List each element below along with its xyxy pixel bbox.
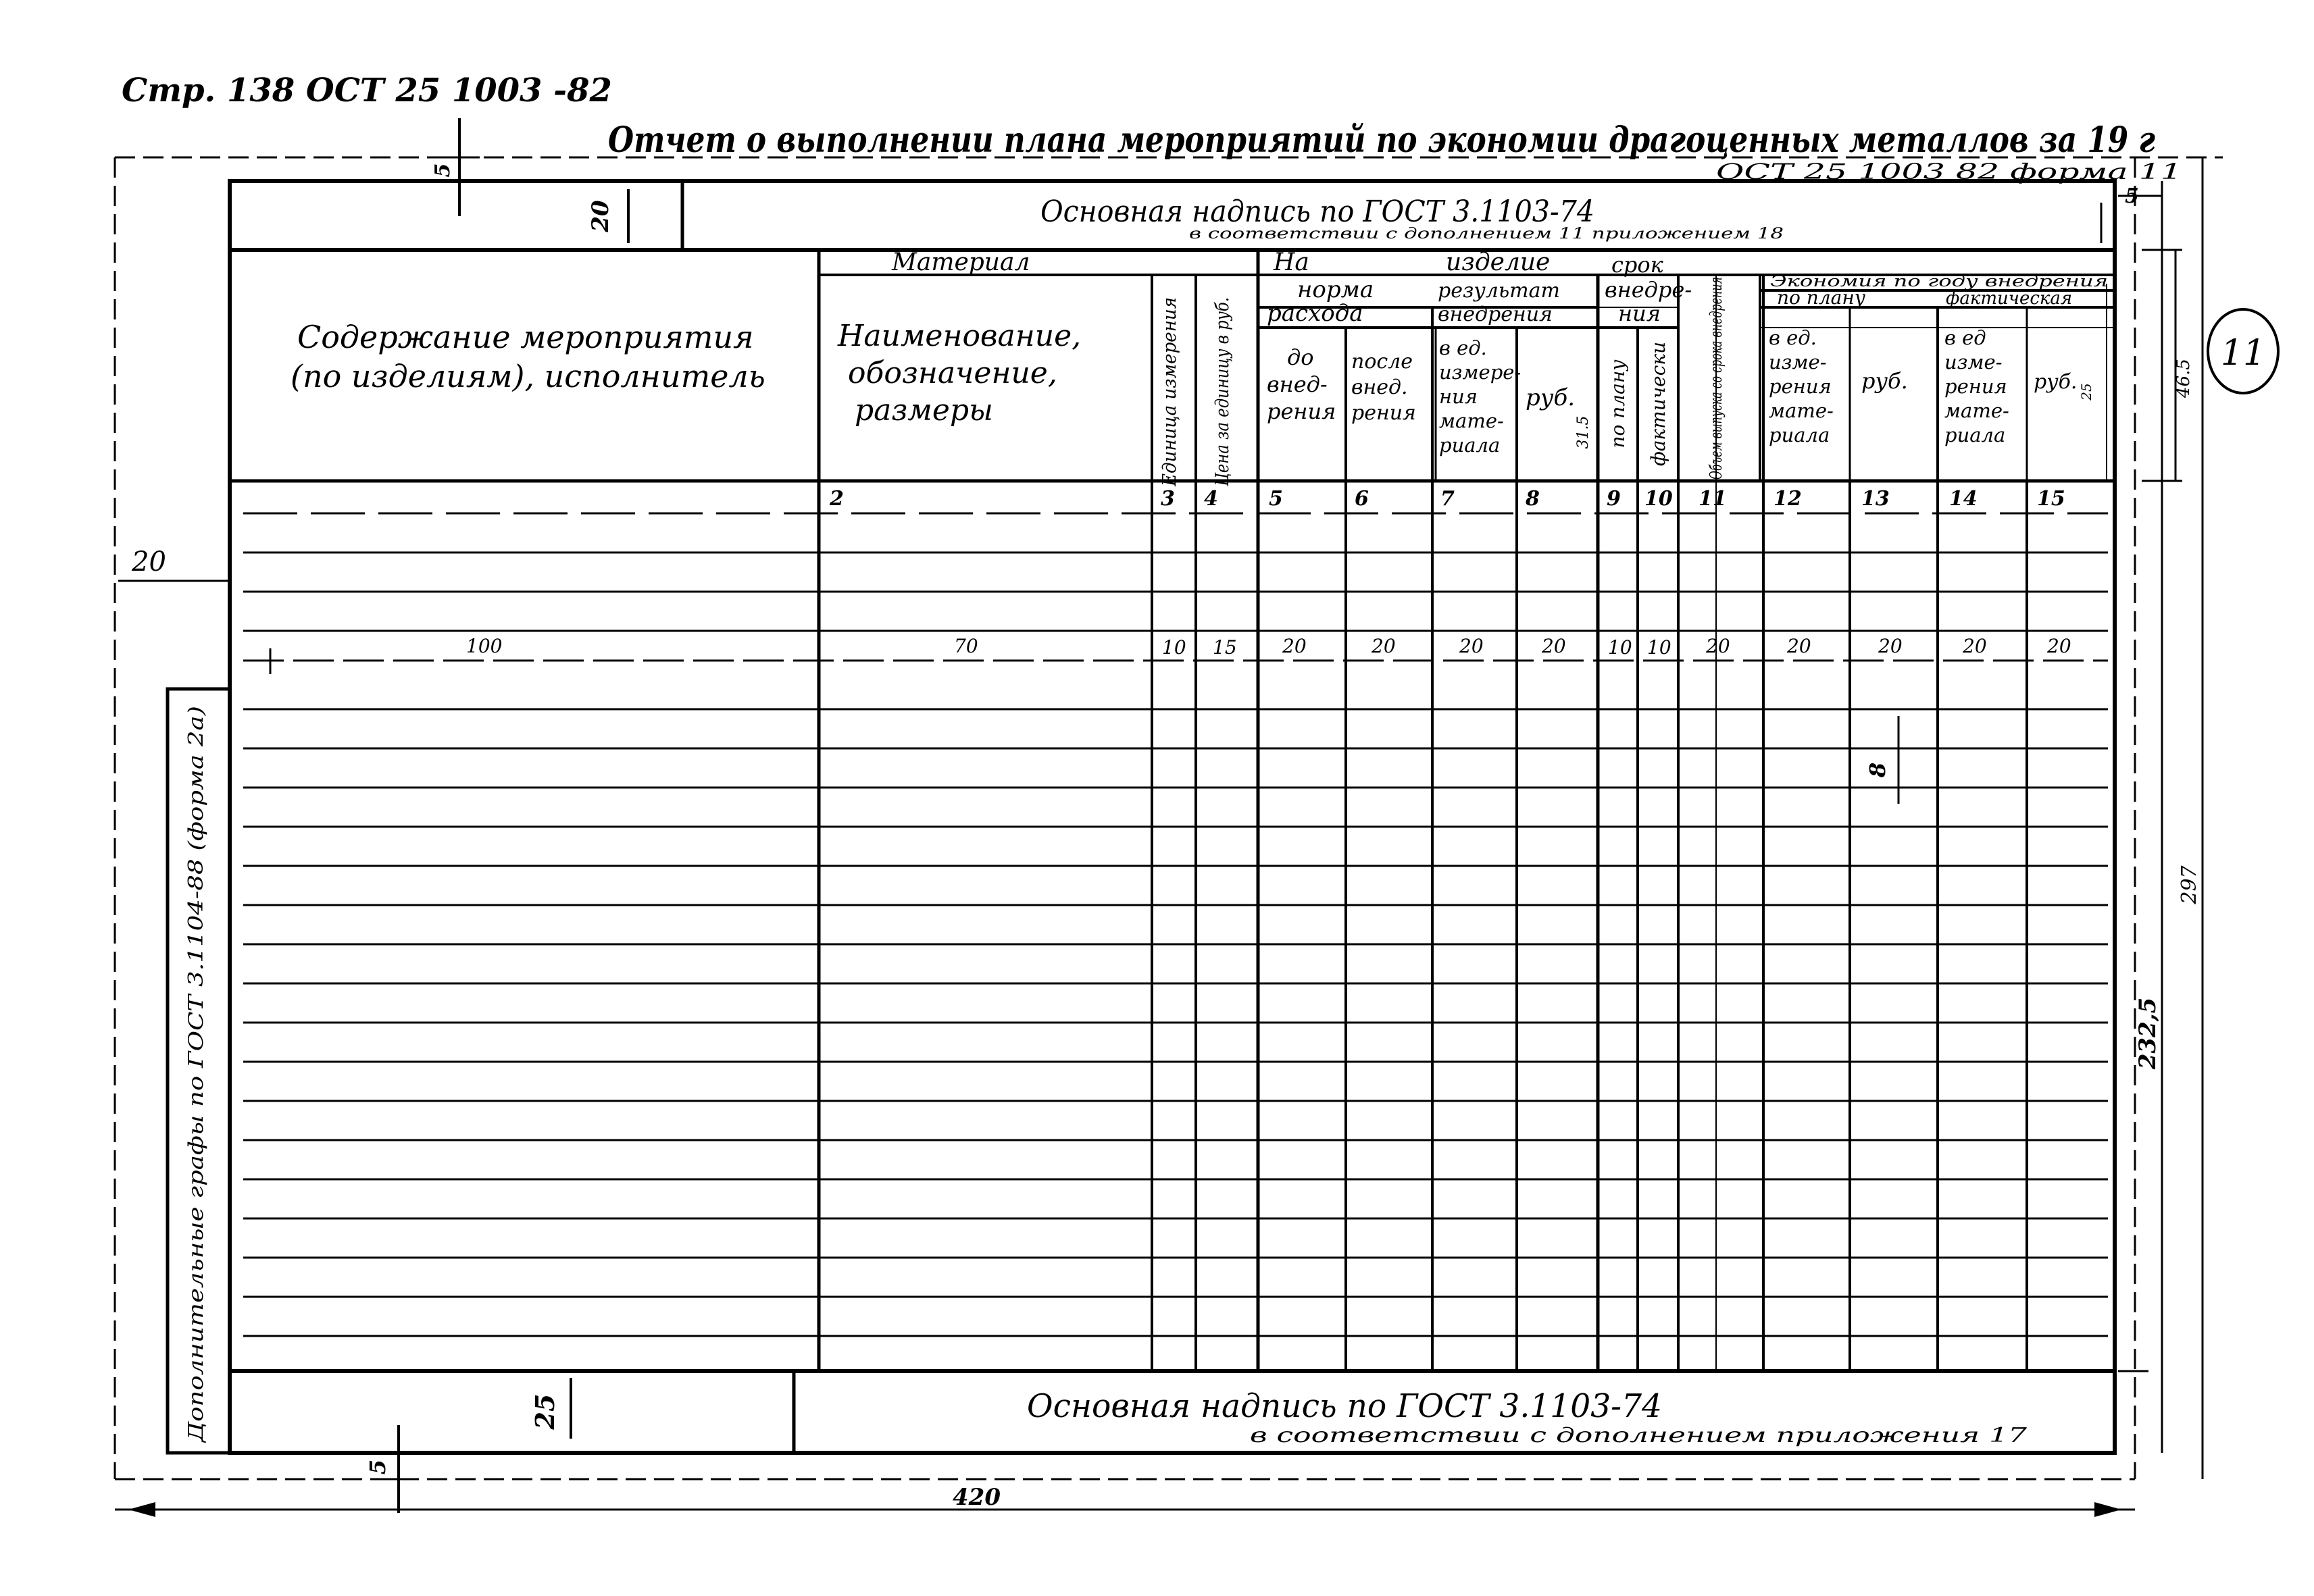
column-number: 13 bbox=[1861, 487, 1890, 511]
top-stamp-note: в соответствии с дополнением 11 приложением 18 bbox=[1189, 226, 1784, 242]
result-group-header: результат внедрения bbox=[1438, 279, 1560, 326]
column-width: 20 bbox=[1542, 635, 1566, 657]
column-width: 15 bbox=[1213, 636, 1237, 659]
column-number: 8 bbox=[1526, 487, 1540, 511]
col10-header: фактически bbox=[1647, 341, 1669, 467]
column-width: 10 bbox=[1608, 636, 1632, 659]
left-margin-label: 20 bbox=[132, 546, 166, 577]
top-stamp-title: Основная надпись по ГОСТ 3.1103-74 bbox=[1040, 195, 1594, 229]
column-number: 12 bbox=[1774, 487, 1802, 511]
col8-width-label: 31.5 bbox=[1575, 415, 1592, 449]
col1-header: Содержание мероприятия (по изделиям), исполнитель bbox=[291, 319, 765, 394]
col3-header: Единица измерения bbox=[1159, 290, 1180, 486]
bottom-margin-label: 5 bbox=[365, 1459, 391, 1475]
top-margin-label: 5 bbox=[431, 163, 455, 178]
col11-header: Объем выпуска со срока внедрения bbox=[1707, 172, 1726, 480]
material-group-header: Материал bbox=[892, 249, 1030, 276]
corner-mark bbox=[2208, 309, 2278, 393]
bottom-margin-dimension bbox=[365, 1425, 419, 1513]
col8-header: руб. bbox=[1526, 384, 1576, 411]
side-note-box bbox=[168, 689, 230, 1453]
column-width: 20 bbox=[1878, 635, 1903, 657]
column-width: 20 bbox=[1372, 635, 1396, 657]
column-width: 20 bbox=[1963, 635, 1987, 657]
column-number: 5 bbox=[1269, 487, 1283, 511]
column-number: 3 bbox=[1161, 487, 1175, 511]
column-number: 9 bbox=[1607, 487, 1621, 511]
inner-height-label: 232,5 bbox=[2134, 997, 2161, 1070]
col15-width-label: 25 bbox=[2078, 383, 2094, 401]
form-reference: ОСТ 25 1003 82 форма 11 bbox=[1716, 159, 2182, 184]
total-width-dimension bbox=[115, 1484, 2135, 1517]
bottom-stamp bbox=[230, 1371, 2115, 1453]
col6-header: после внед. рения bbox=[1351, 350, 1416, 425]
col4-header: Цена за единицу в руб. bbox=[1212, 261, 1233, 486]
column-number: 10 bbox=[1644, 487, 1673, 511]
row-height-label: 8 bbox=[1865, 762, 1890, 778]
column-width: 10 bbox=[1647, 636, 1671, 659]
bottom-stamp-title: Основная надпись по ГОСТ 3.1103-74 bbox=[1027, 1387, 1662, 1425]
col15-header: руб. bbox=[2034, 370, 2078, 394]
bottom-stamp-height-label: 25 bbox=[530, 1393, 560, 1430]
column-number: 14 bbox=[1949, 487, 1978, 511]
bottom-stamp-note: в соответствии с дополнением приложения 17 bbox=[1250, 1424, 2028, 1447]
column-number: 2 bbox=[830, 487, 844, 511]
column-number: 15 bbox=[2037, 487, 2065, 511]
fact-group-header: фактическая bbox=[1946, 288, 2073, 309]
column-width: 20 bbox=[1787, 635, 1811, 657]
col2-header: Наименование, обозначение, размеры bbox=[838, 319, 1082, 428]
side-note: Дополнительные графы по ГОСТ 3.1104-88 (форма 2а) bbox=[184, 847, 208, 1442]
header-height-label: 46.5 bbox=[2173, 359, 2194, 398]
per-item-label-a: На bbox=[1274, 249, 1309, 276]
col7-header: в ед. измере- ния мате- риала bbox=[1439, 336, 1521, 457]
column-width: 20 bbox=[2047, 635, 2071, 657]
total-width-label: 420 bbox=[953, 1484, 1001, 1511]
column-width: 20 bbox=[1282, 635, 1307, 657]
row-height-dimension bbox=[1865, 716, 1909, 804]
plan-group-header: по плану bbox=[1777, 286, 1866, 309]
column-width: 20 bbox=[1706, 635, 1730, 657]
econ-group-header: Экономия по году внедрения bbox=[1770, 273, 2108, 290]
col13-header: руб. bbox=[1861, 368, 1908, 394]
right-dimensions bbox=[2118, 157, 2203, 1479]
column-width: 20 bbox=[1459, 635, 1484, 657]
column-number: 7 bbox=[1440, 487, 1455, 511]
column-number-row bbox=[829, 487, 2065, 511]
norm-group-header: норма расхода bbox=[1267, 276, 1374, 327]
right-margin-label: 5 bbox=[2125, 184, 2139, 208]
column-width-labels bbox=[466, 635, 2071, 659]
column-width: 70 bbox=[954, 635, 978, 657]
col14-header: в ед изме- рения мате- риала bbox=[1944, 326, 2009, 446]
per-item-label-b: изделие bbox=[1446, 249, 1551, 276]
form-title: Отчет о выполнении плана мероприятий по экономии драгоценных металлов за 19 г bbox=[608, 120, 2155, 161]
term-group-header: срок внедре- ния bbox=[1605, 252, 1692, 326]
column-number: 11 bbox=[1699, 487, 1727, 511]
top-stamp-height-label: 20 bbox=[587, 200, 614, 232]
top-margin-dimension bbox=[431, 118, 480, 216]
left-margin-dimension bbox=[118, 546, 228, 581]
col5-header: до внед- рения bbox=[1267, 344, 1336, 424]
top-stamp bbox=[230, 181, 2115, 250]
column-width: 100 bbox=[466, 635, 503, 657]
column-number: 4 bbox=[1204, 487, 1218, 511]
page-reference: Стр. 138 ОСТ 25 1003 -82 bbox=[122, 72, 612, 109]
column-width: 10 bbox=[1162, 636, 1186, 659]
total-height-label: 297 bbox=[2178, 865, 2201, 904]
column-number: 6 bbox=[1355, 487, 1369, 511]
col12-header: в ед. изме- рения мате- риала bbox=[1769, 326, 1834, 446]
col9-header: по плану bbox=[1607, 359, 1629, 448]
corner-mark-label: 11 bbox=[2220, 333, 2266, 374]
